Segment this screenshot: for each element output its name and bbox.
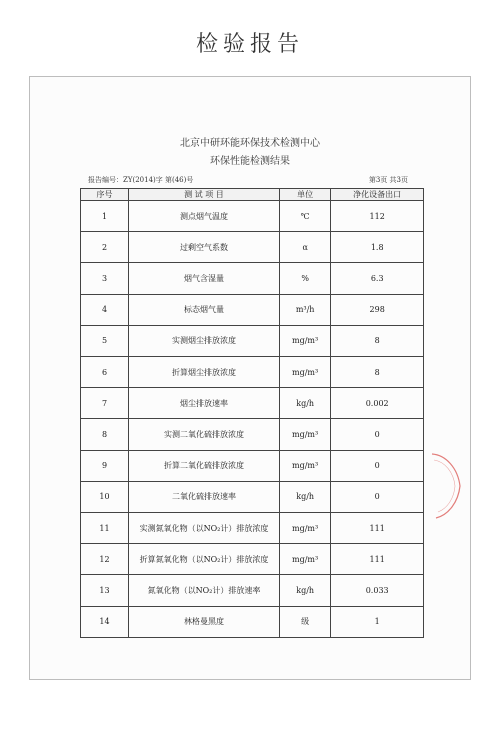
cell-value: 8 — [331, 357, 424, 388]
results-table — [80, 188, 424, 638]
table-row — [81, 606, 424, 637]
cell-value: 111 — [331, 544, 424, 575]
table-row — [81, 357, 424, 388]
cell-unit: kg/h — [279, 575, 330, 606]
cell-item: 过剩空气系数 — [129, 232, 280, 263]
cell-value: 112 — [331, 201, 424, 232]
report-number: 报告编号：ZY(2014)字 第(46)号 — [88, 176, 194, 184]
cell-item: 实测烟尘排放浓度 — [129, 325, 280, 356]
cell-value: 0.033 — [331, 575, 424, 606]
table-row — [81, 388, 424, 419]
cell-unit: α — [279, 232, 330, 263]
cell-unit: mg/m³ — [279, 419, 330, 450]
cell-item: 烟尘排放速率 — [129, 388, 280, 419]
table-row — [81, 575, 424, 606]
cell-item: 实测二氧化硫排放浓度 — [129, 419, 280, 450]
cell-no: 4 — [81, 294, 129, 325]
cell-unit: mg/m³ — [279, 357, 330, 388]
cell-no: 8 — [81, 419, 129, 450]
table-row — [81, 232, 424, 263]
page-title: 检验报告 — [195, 32, 304, 57]
cell-item: 二氧化硫排放速率 — [129, 481, 280, 512]
table-row — [81, 544, 424, 575]
cell-no: 14 — [81, 606, 129, 637]
cell-unit: m³/h — [279, 294, 330, 325]
cell-unit: mg/m³ — [279, 544, 330, 575]
table-row — [81, 481, 424, 512]
cell-item: 折算氮氧化物（以NO₂计）排放浓度 — [129, 544, 280, 575]
cell-no: 1 — [81, 201, 129, 232]
cell-no: 6 — [81, 357, 129, 388]
cell-item: 折算二氧化硫排放浓度 — [129, 450, 280, 481]
cell-no: 9 — [81, 450, 129, 481]
cell-item: 折算烟尘排放浓度 — [129, 357, 280, 388]
cell-value: 8 — [331, 325, 424, 356]
table-row — [81, 294, 424, 325]
table-row — [81, 201, 424, 232]
page-number: 第3页 共3页 — [368, 176, 408, 184]
report-sheet — [29, 76, 471, 680]
header-no: 序号 — [81, 189, 129, 201]
cell-unit: kg/h — [279, 481, 330, 512]
cell-unit: mg/m³ — [279, 325, 330, 356]
cell-unit: % — [279, 263, 330, 294]
report-subtitle: 环保性能检测结果 — [210, 156, 290, 167]
cell-no: 13 — [81, 575, 129, 606]
table-row — [81, 419, 424, 450]
header-outlet: 净化设备出口 — [331, 189, 424, 201]
cell-value: 0 — [331, 419, 424, 450]
cell-no: 5 — [81, 325, 129, 356]
table-row — [81, 513, 424, 544]
header-item: 测 试 项 目 — [129, 189, 280, 201]
cell-unit: ℃ — [279, 201, 330, 232]
cell-value: 298 — [331, 294, 424, 325]
cell-item: 氮氧化物（以NO₂计）排放速率 — [129, 575, 280, 606]
cell-item: 烟气含湿量 — [129, 263, 280, 294]
cell-value: 0 — [331, 450, 424, 481]
cell-value: 6.3 — [331, 263, 424, 294]
cell-unit: mg/m³ — [279, 450, 330, 481]
cell-no: 10 — [81, 481, 129, 512]
seal-stamp-icon — [420, 446, 466, 524]
cell-item: 测点烟气温度 — [129, 201, 280, 232]
cell-value: 1 — [331, 606, 424, 637]
table-header-row — [81, 189, 424, 201]
cell-no: 12 — [81, 544, 129, 575]
table-row — [81, 325, 424, 356]
table-row — [81, 450, 424, 481]
organization-name: 北京中研环能环保技术检测中心 — [180, 138, 320, 149]
cell-no: 3 — [81, 263, 129, 294]
cell-item: 实测氮氧化物（以NO₂计）排放浓度 — [129, 513, 280, 544]
cell-unit: kg/h — [279, 388, 330, 419]
cell-value: 0.002 — [331, 388, 424, 419]
cell-item: 标态烟气量 — [129, 294, 280, 325]
header-unit: 单位 — [279, 189, 330, 201]
cell-value: 1.8 — [331, 232, 424, 263]
table-row — [81, 263, 424, 294]
cell-no: 2 — [81, 232, 129, 263]
cell-item: 林格曼黑度 — [129, 606, 280, 637]
cell-value: 111 — [331, 513, 424, 544]
cell-unit: 级 — [279, 606, 330, 637]
cell-value: 0 — [331, 481, 424, 512]
cell-no: 7 — [81, 388, 129, 419]
cell-no: 11 — [81, 513, 129, 544]
cell-unit: mg/m³ — [279, 513, 330, 544]
